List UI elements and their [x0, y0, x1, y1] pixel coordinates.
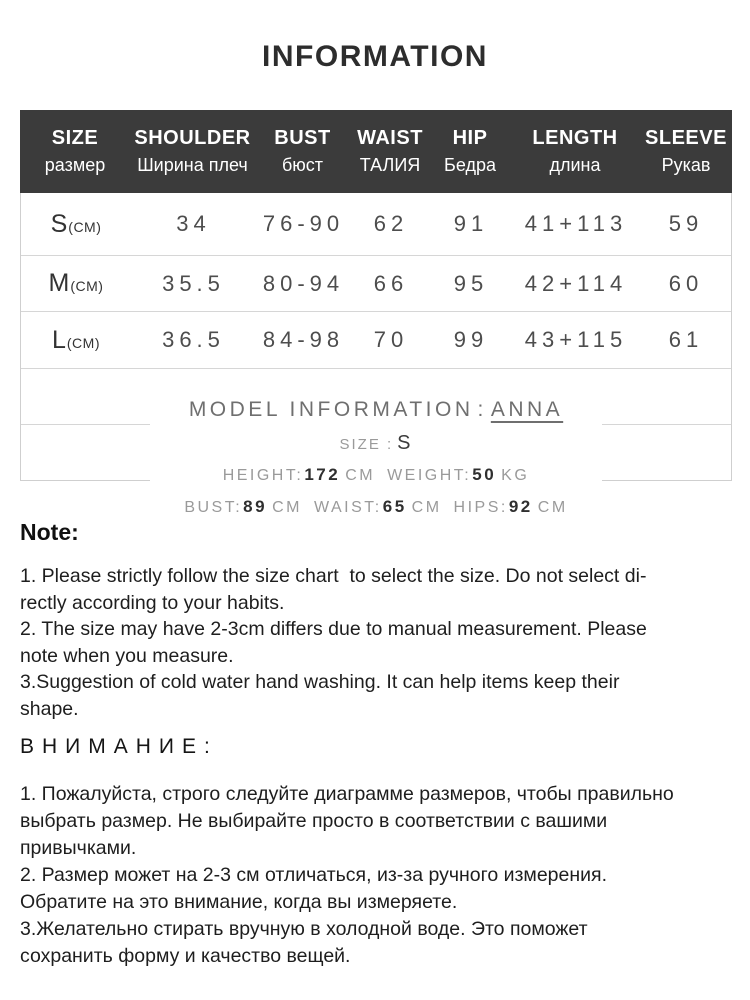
cell-waist: 66 — [373, 270, 409, 296]
stat-value: 92 — [508, 497, 533, 516]
size-chart-header — [20, 110, 732, 193]
column-header-en: SLEEVE — [645, 127, 727, 149]
model-stats-line-2 — [150, 497, 602, 518]
column-header-size — [20, 127, 130, 176]
stat-value: 89 — [243, 497, 268, 516]
model-stats-line-1 — [150, 465, 602, 486]
cell-sleeve: 59 — [668, 211, 704, 236]
column-header-en: BUST — [274, 127, 331, 149]
notes-section — [20, 519, 730, 970]
column-header-sleeve — [640, 127, 732, 176]
stat-label: BUST: — [184, 499, 243, 516]
cell-length: 42+114 — [524, 270, 628, 296]
column-header-ru: Рукав — [661, 155, 711, 175]
cell-shoulder: 35.5 — [162, 270, 225, 296]
column-header-ru: Бедра — [444, 155, 496, 175]
note-line: rectly according to your habits. — [20, 591, 285, 614]
note-line: 3.Suggestion of cold water hand washing. It can help items keep their — [20, 671, 620, 693]
column-header-ru: длина — [549, 155, 601, 175]
model-info-separator: : — [477, 398, 487, 421]
column-header-en: SIZE — [51, 127, 99, 149]
stat-value: 50 — [472, 465, 497, 484]
cell-hip: 91 — [453, 211, 489, 236]
size-letter: S — [50, 209, 69, 238]
stat-label: HEIGHT: — [222, 467, 304, 484]
attention-line: Обратите на это внимание, когда вы измеряете. — [20, 891, 458, 913]
cell-length: 41+113 — [524, 211, 628, 236]
attention-line: привычками. — [20, 837, 137, 859]
size-unit: (CM) — [70, 278, 104, 294]
note-line: 2. The size may have 2-3cm differs due to manual measurement. Please — [20, 618, 647, 640]
cell-hip: 95 — [453, 270, 489, 296]
attention-line: 3.Желательно стирать вручную в холодной воде. Это поможет — [20, 918, 588, 940]
cell-sleeve: 61 — [668, 327, 704, 352]
column-header-ru: ТАЛИЯ — [359, 155, 421, 175]
attention-line: выбрать размер. Не выбирайте просто в соответствии с вашими — [20, 810, 608, 832]
model-info-panel — [150, 372, 602, 522]
size-unit: (CM) — [66, 334, 100, 351]
stat-value: 172 — [304, 465, 341, 484]
stat-unit: CM — [537, 499, 568, 516]
size-row-s — [21, 193, 731, 256]
cell-sleeve: 60 — [668, 270, 704, 296]
cell-waist: 62 — [373, 211, 409, 236]
cell-hip: 99 — [453, 327, 489, 352]
cell-waist: 70 — [373, 327, 409, 352]
column-header-hip — [430, 127, 510, 176]
column-header-ru: размер — [44, 155, 106, 175]
column-header-bust — [255, 127, 350, 176]
column-header-ru: бюст — [281, 155, 324, 175]
size-letter: L — [51, 325, 67, 354]
stat-label: WEIGHT: — [387, 467, 472, 484]
attention-line: 1. Пожалуйста, строго следуйте диаграмме размеров, чтобы правильно — [20, 783, 674, 805]
stat-label: HIPS: — [453, 499, 508, 516]
column-header-ru: Ширина плеч — [137, 155, 248, 175]
column-header-en: WAIST — [357, 127, 423, 149]
cell-size-label — [21, 269, 131, 298]
column-header-en: SHOULDER — [134, 127, 251, 149]
cell-shoulder: 36.5 — [162, 327, 225, 352]
attention-paragraph — [20, 781, 730, 970]
note-line: 1. Please strictly follow the size chart to select the size. Do not select di- — [20, 565, 647, 587]
column-header-en: LENGTH — [532, 127, 618, 149]
model-size-label: SIZE : — [339, 436, 394, 453]
stat-unit: CM — [345, 467, 376, 484]
cell-size-label — [21, 326, 131, 355]
model-info-title — [150, 398, 602, 422]
column-header-shoulder — [130, 127, 255, 176]
column-header-waist — [350, 127, 430, 176]
size-chart-table — [20, 110, 732, 516]
cell-shoulder: 34 — [176, 211, 211, 236]
note-line: shape. — [20, 697, 79, 720]
stat-value: 65 — [382, 497, 407, 516]
cell-bust: 76-90 — [262, 211, 345, 236]
size-row-m — [21, 256, 731, 312]
size-letter: M — [48, 269, 71, 297]
stat-label: WAIST: — [313, 499, 382, 516]
cell-length: 43+115 — [524, 327, 628, 352]
model-info-label: MODEL INFORMATION — [188, 398, 474, 421]
size-chart-body — [20, 193, 732, 516]
note-heading: Note: — [20, 519, 79, 545]
size-row-l — [21, 312, 731, 369]
cell-size-label — [21, 210, 131, 239]
cell-bust: 84-98 — [262, 327, 345, 352]
cell-bust: 80-94 — [262, 270, 345, 296]
size-unit: (CM) — [68, 218, 102, 235]
stat-unit: CM — [272, 499, 302, 516]
column-header-en: HIP — [452, 127, 488, 149]
page-title: INFORMATION — [262, 40, 488, 73]
stat-unit: CM — [411, 499, 442, 516]
note-line: note when you measure. — [20, 644, 234, 667]
model-name: ANNA — [490, 398, 564, 421]
model-size-value: S — [397, 432, 413, 454]
attention-line: 2. Размер может на 2-3 см отличаться, из-за ручного измерения. — [20, 864, 607, 886]
attention-line: сохранить форму и качество вещей. — [20, 945, 351, 967]
attention-heading: ВНИМАНИЕ: — [20, 735, 218, 758]
model-size-line — [150, 433, 602, 455]
note-paragraph — [20, 563, 730, 722]
stat-unit: KG — [501, 467, 530, 484]
column-header-length — [510, 127, 640, 176]
